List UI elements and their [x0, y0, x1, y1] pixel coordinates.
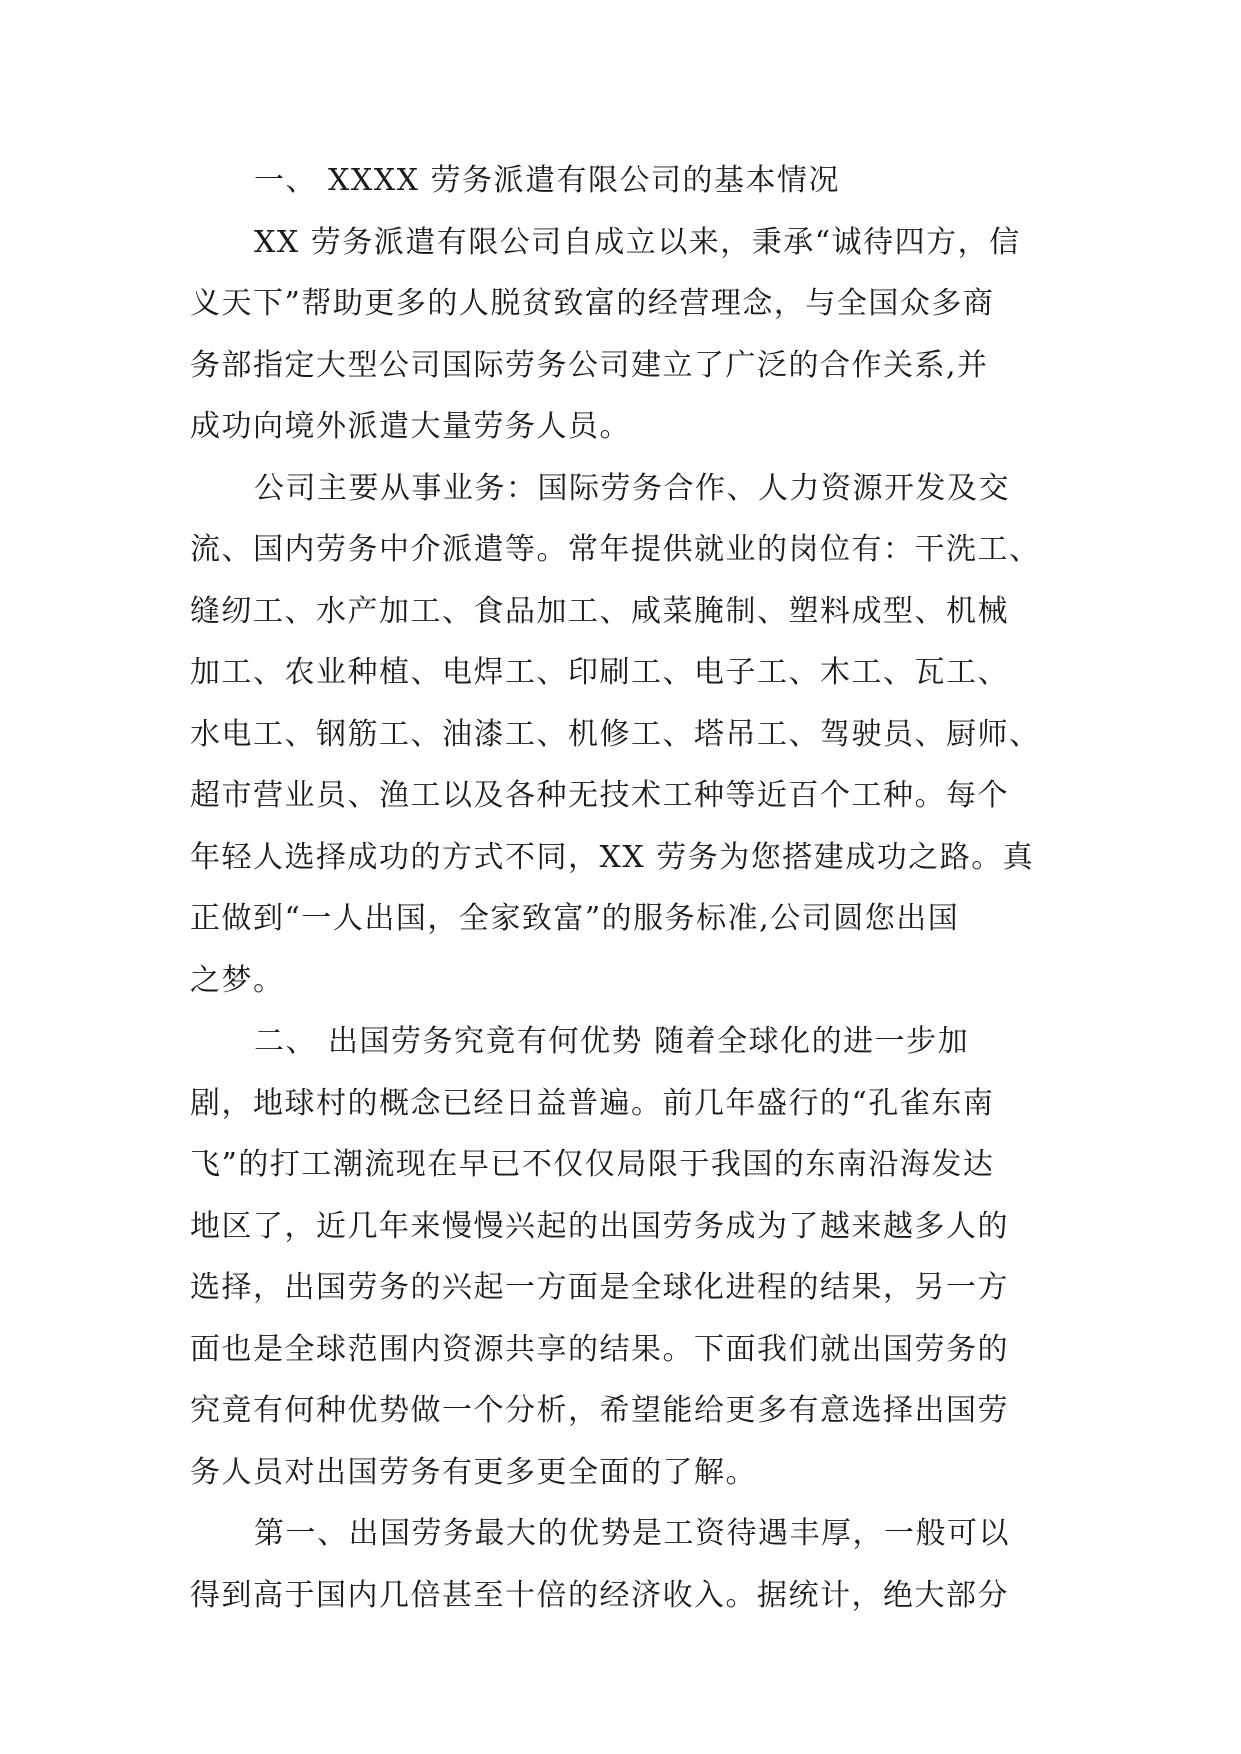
paragraph-line: 选择，出国劳务的兴起一方面是全球化进程的结果，另一方 — [190, 1270, 1009, 1305]
paragraph-line: 飞”的打工潮流现在早已不仅仅局限于我国的东南沿海发达 — [190, 1147, 995, 1182]
paragraph-line: 面也是全球范围内资源共享的结果。下面我们就出国劳务的 — [190, 1331, 1009, 1367]
paragraph-line: 务部指定大型公司国际劳务公司建立了广泛的合作关系,并 — [190, 347, 989, 383]
paragraph-line: 义天下”帮助更多的人脱贫致富的经营理念，与全国众多商 — [190, 286, 995, 321]
paragraph-line: 水电工、钢筋工、油漆工、机修工、塔吊工、驾驶员、厨师、 — [190, 716, 1041, 752]
section-heading-1: 一、 XXXX 劳务派遣有限公司的基本情况 — [254, 163, 841, 198]
paragraph-line: 成功向境外派遣大量劳务人员。 — [190, 409, 631, 444]
paragraph-line: 务人员对出国劳务有更多更全面的了解。 — [190, 1454, 757, 1490]
paragraph-line: 第一、出国劳务最大的优势是工资待遇丰厚，一般可以 — [254, 1516, 1010, 1551]
paragraph-line: 得到高于国内几倍甚至十倍的经济收入。据统计，绝大部分 — [190, 1577, 1009, 1613]
paragraph-line: 超市营业员、渔工以及各种无技术工种等近百个工种。每个 — [190, 778, 1009, 813]
paragraph-line: 剧，地球村的概念已经日益普遍。前几年盛行的“孔雀东南 — [190, 1085, 995, 1121]
paragraph-line: 缝纫工、水产加工、食品加工、咸菜腌制、塑料成型、机械 — [190, 593, 1009, 629]
paragraph-line: 正做到“一人出国，全家致富”的服务标准,公司圆您出国 — [190, 901, 960, 936]
paragraph-line: 年轻人选择成功的方式不同，XX 劳务为您搭建成功之路。真 — [190, 839, 1035, 875]
paragraph-line: 之梦。 — [190, 962, 285, 998]
paragraph-line: 公司主要从事业务：国际劳务合作、人力资源开发及交 — [254, 470, 1010, 506]
document-body — [190, 150, 1050, 1626]
paragraph-line: XX 劳务派遣有限公司自成立以来，秉承“诚待四方，信 — [254, 224, 1021, 260]
paragraph-line: 流、国内劳务中介派遣等。常年提供就业的岗位有：干洗工、 — [190, 532, 1041, 567]
paragraph-line: 加工、农业种植、电焊工、印刷工、电子工、木工、瓦工、 — [190, 655, 1009, 690]
section-heading-2: 二、 出国劳务究竟有何优势 随着全球化的进一步加 — [254, 1024, 970, 1059]
paragraph-line: 地区了，近几年来慢慢兴起的出国劳务成为了越来越多人的 — [190, 1208, 1009, 1244]
paragraph-line: 究竟有何种优势做一个分析，希望能给更多有意选择出国劳 — [190, 1393, 1009, 1428]
